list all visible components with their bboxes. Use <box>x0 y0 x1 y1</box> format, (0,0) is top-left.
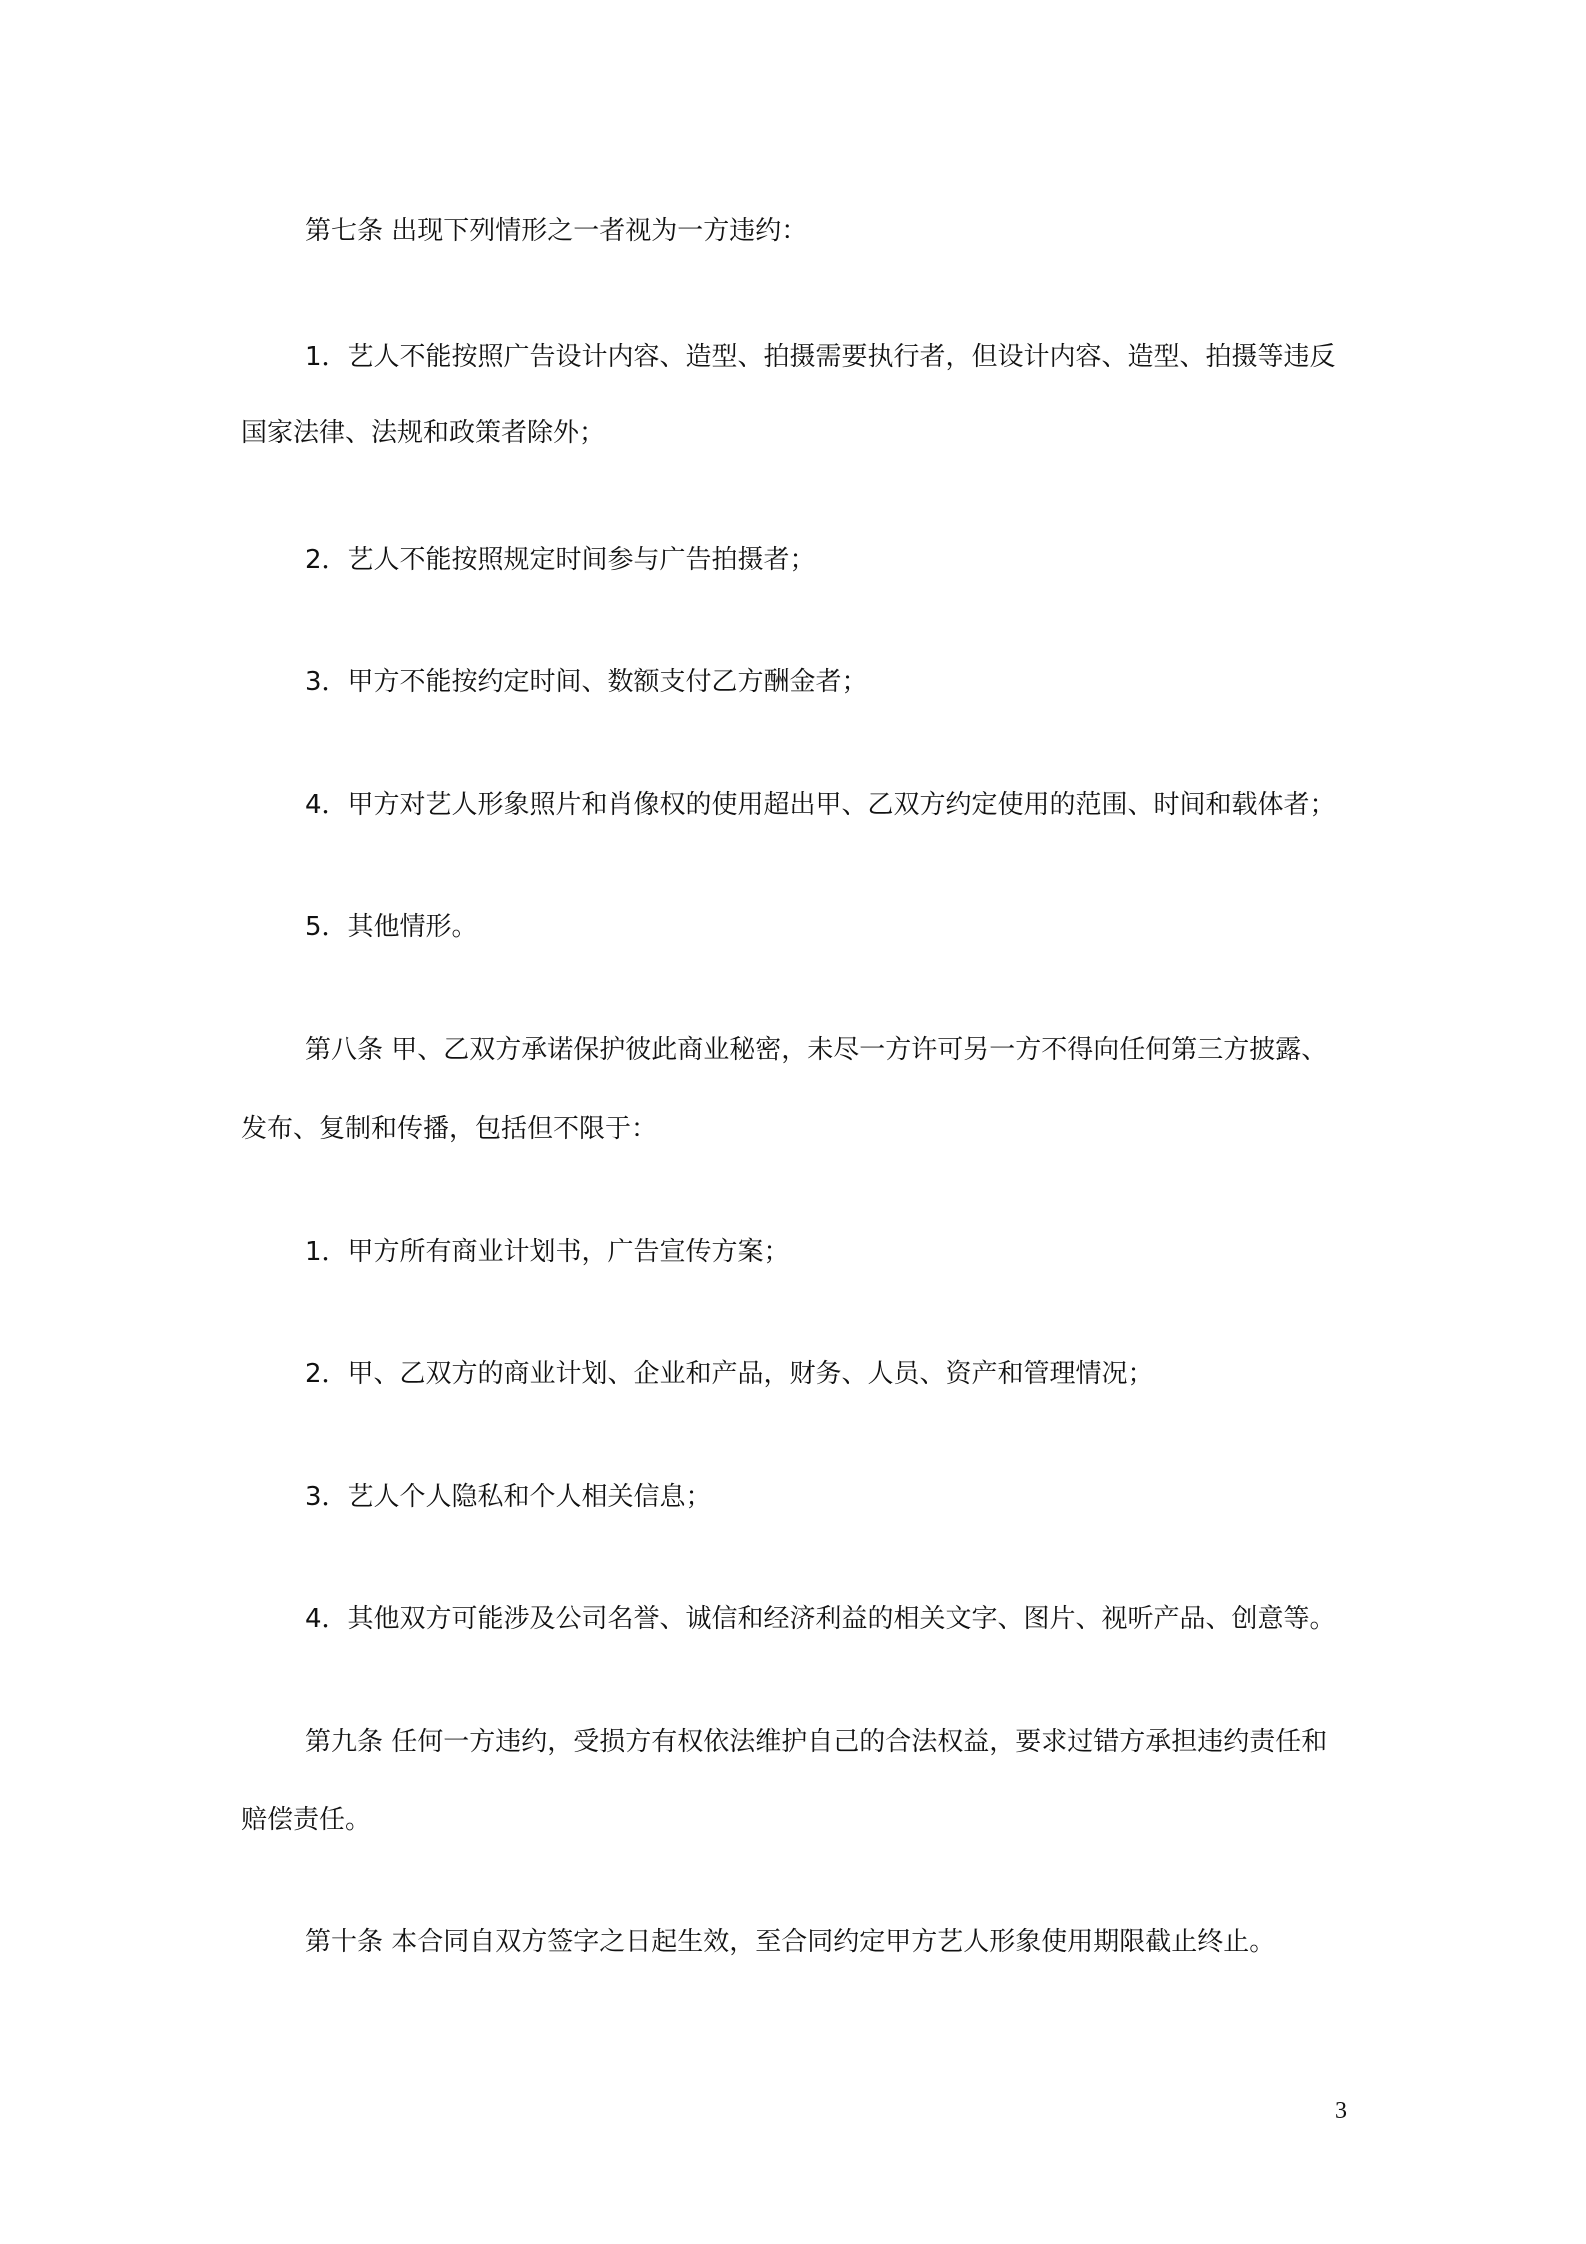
article-8-item-2: 2．甲、乙双方的商业计划、企业和产品，财务、人员、资产和管理情况； <box>305 1359 1154 1389</box>
article-7-item-1-continuation: 国家法律、法规和政策者除外； <box>241 418 606 448</box>
article-7-item-2: 2．艺人不能按照规定时间参与广告拍摄者； <box>305 545 816 575</box>
article-7-item-1: 1．艺人不能按照广告设计内容、造型、拍摄需要执行者，但设计内容、造型、拍摄等违反 <box>305 342 1336 372</box>
article-7-item-5: 5．其他情形。 <box>305 912 478 942</box>
article-7-item-4: 4．甲方对艺人形象照片和肖像权的使用超出甲、乙双方约定使用的范围、时间和载体者； <box>305 790 1336 820</box>
article-8-item-1: 1．甲方所有商业计划书，广告宣传方案； <box>305 1237 790 1267</box>
article-9-continuation: 赔偿责任。 <box>241 1805 372 1835</box>
article-10-text: 第十条 本合同自双方签字之日起生效，至合同约定甲方艺人形象使用期限截止终止。 <box>305 1927 1276 1957</box>
article-7-item-3: 3．甲方不能按约定时间、数额支付乙方酬金者； <box>305 667 868 697</box>
article-8-heading-continuation: 发布、复制和传播，包括但不限于： <box>241 1114 658 1144</box>
article-8-heading: 第八条 甲、乙双方承诺保护彼此商业秘密，未尽一方许可另一方不得向任何第三方披露、 <box>305 1035 1328 1065</box>
page-number: 3 <box>1335 2098 1347 2124</box>
article-8-item-3: 3．艺人个人隐私和个人相关信息； <box>305 1482 712 1512</box>
article-8-item-4: 4．其他双方可能涉及公司名誉、诚信和经济利益的相关文字、图片、视听产品、创意等。 <box>305 1604 1336 1634</box>
article-9-text: 第九条 任何一方违约，受损方有权依法维护自己的合法权益，要求过错方承担违约责任和 <box>305 1727 1328 1757</box>
article-7-heading: 第七条 出现下列情形之一者视为一方违约： <box>305 216 808 246</box>
